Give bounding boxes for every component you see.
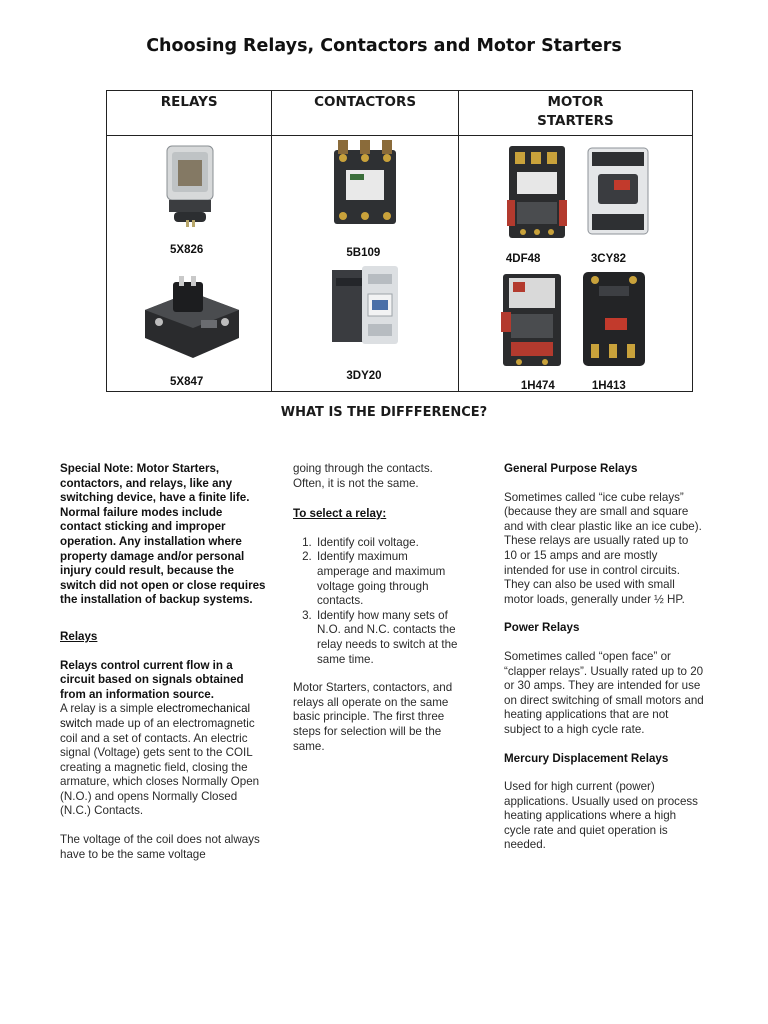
continuation-text: going through the contacts. Often, it is not the same. [293, 462, 433, 490]
relay-desc-b: made up of an electromagnetic coil and a set of contacts. An electric signal (Voltage) gets sent to the COIL creating a magnetic field, closing the armature, which closes Normally Open (N.O.) and opens Normally Closed (N.C.) Contacts. [60, 716, 260, 818]
power-relays-heading: Power Relays [504, 621, 580, 635]
contactor-part-5b109: 5B109 [346, 247, 381, 259]
mercury-text: Used for high current (power) applications. Usually used on process heating applications where a high cycle rate and quiet operation is needed. [504, 780, 698, 852]
motor-starter-part-1h413: 1H413 [591, 380, 626, 392]
motor-starter-part-4df48: 4DF48 [505, 253, 541, 265]
header-relays: RELAYS [107, 91, 272, 136]
general-purpose-heading: General Purpose Relays [504, 462, 638, 475]
relays-cell [107, 136, 272, 392]
relay-desc-a: A relay is a simple [60, 702, 157, 716]
selection-summary: Motor Starters, contactors, and relays all operate on the same basic principle. The first three steps for selection will be the same. [293, 681, 453, 753]
motor-starter-3cy82-image [584, 146, 652, 238]
product-table [106, 90, 693, 392]
relay-part-5x847: 5X847 [170, 376, 204, 388]
mercury-heading: Mercury Displacement Relays [504, 751, 669, 765]
motor-starter-part-1h474: 1H474 [520, 380, 555, 392]
motor-starter-4df48-image [505, 142, 569, 242]
power-relay-image [139, 276, 243, 362]
selection-steps [293, 536, 463, 667]
general-purpose-text: Sometimes called “ice cube relays” (because they are small and square and with clear plastic like an ice cube). These relays are usually rated up to 10 or 15 amps and are mostly intended for use in control circuits. They can also be used with small motor loads, generally under ½ HP. [504, 490, 702, 606]
header-motor-line2: STARTERS [537, 113, 614, 129]
relay-part-5x826: 5X826 [170, 244, 204, 256]
section-heading: WHAT IS THE DIFFFERENCE? [280, 405, 488, 420]
select-relay-heading: To select a relay: [293, 507, 387, 521]
header-motor-line1: MOTOR [547, 94, 604, 110]
header-contactors: CONTACTORS [272, 91, 459, 136]
coil-voltage-note: The voltage of the coil does not always have to be the same voltage [60, 833, 260, 861]
motor-starter-1h474-image [499, 270, 565, 370]
header-motor-starters [458, 91, 692, 136]
motor-starter-1h413-image [579, 268, 649, 370]
electromechanical-switch-link[interactable]: electromechanical switch [60, 702, 251, 730]
step-item: 3. Identify how many sets of N.O. and N.C. contacts the relay needs to switch at the same time. [315, 609, 463, 667]
column-right [504, 462, 704, 867]
ice-cube-relay-image [162, 144, 218, 228]
page-title: Choosing Relays, Contactors and Motor Starters [146, 36, 622, 56]
motor-starter-part-3cy82: 3CY82 [590, 253, 627, 265]
column-middle [293, 462, 463, 768]
relay-description [60, 659, 266, 820]
column-left [60, 462, 266, 876]
contactors-cell [272, 136, 459, 392]
contactor-3dy20-image [328, 264, 402, 348]
contactor-5b109-image [332, 140, 398, 230]
relays-intro: Relays control current flow in a circuit based on signals obtained from an information source. [60, 658, 244, 701]
power-relays-text: Sometimes called “open face” or “clapper relays”. Usually rated up to 20 or 30 amps. They are intended for use on direct switching of small motors and heating applications that are not subject to a high cycle rate. [504, 649, 704, 736]
special-note: Special Note: Motor Starters, contactors, and relays, like any switching device, have a finite life. Normal failure modes include contact sticking and improper operation. Any installation where property damage and/or personal injury could result, because the switch did not open or close requires the installation of backup systems. [60, 462, 266, 607]
motor-starters-cell [458, 136, 692, 392]
step-item: 1. Identify coil voltage. [315, 536, 463, 551]
relays-heading: Relays [60, 629, 98, 643]
contactor-part-3dy20: 3DY20 [346, 370, 382, 382]
step-item: 2. Identify maximum amperage and maximum voltage going through contacts. [315, 550, 463, 608]
